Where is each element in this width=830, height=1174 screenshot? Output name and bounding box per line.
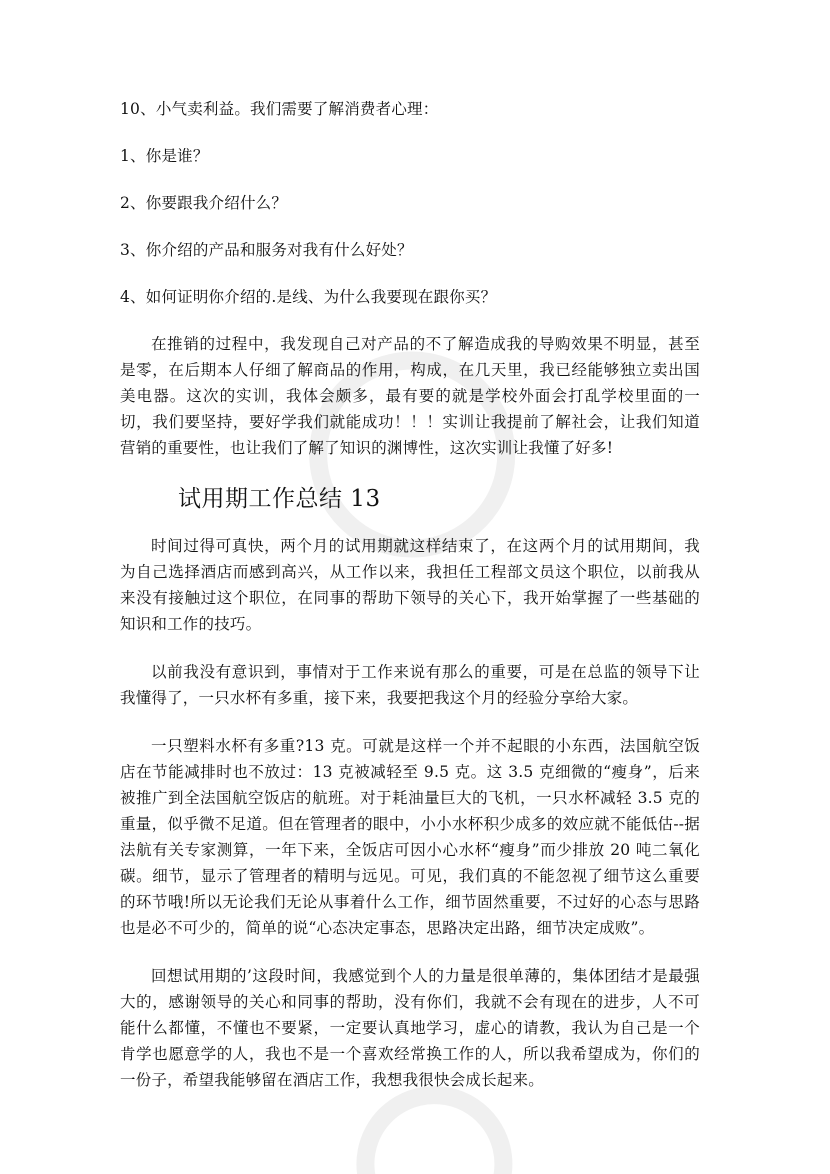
list-intro: 10、小气卖利益。我们需要了解消费者心理： (120, 100, 439, 118)
sales-paragraph: 在推销的过程中，我发现自己对产品的不了解造成我的导购效果不明显，甚至是零，在后期本人仔细了解商品的作用，构成，在几天里，我已经能够独立卖出国美电器。这次的实训，我体会颇多，最有要的就是学校外面会打乱学校里面的一切，我们要坚持，要好学我们就能成功！！！实训让我提前了解社会，让我们知道营销的重要性，也让我们了解了知识的渊博性，这次实训让我懂了好多! (120, 335, 700, 457)
list-item-1: 1、你是谁？ (120, 147, 209, 165)
list-item-4: 4、如何证明你介绍的.是线、为什么我要现在跟你买？ (120, 288, 497, 306)
section-title: 试用期工作总结 13 (178, 486, 381, 512)
list-item-3: 3、你介绍的产品和服务对我有什么好处？ (120, 241, 413, 259)
paragraph-2: 以前我没有意识到，事情对于工作来说有那么的重要，可是在总监的领导下让我懂得了，一只水杯有多重，接下来，我要把我这个月的经验分享给大家。 (120, 663, 700, 707)
paragraph-3: 一只塑料水杯有多重?13 克。可就是这样一个并不起眼的小东西，法国航空饭店在节能减排时也不放过：13 克被减轻至 9.5 克。这 3.5 克细微的“瘦身”，后来被推广到全法国航空饭店的航班。对于耗油量巨大的飞机，一只水杯减轻 3.5 克的重量，似乎微不足道。但在管理者的眼中，小小水杯积少成多的效应就不能低估--据法航有关专家测算，一年下来，全饭店可因小心水杯“瘦身”而少排放 20 吨二氧化碳。细节，显示了管理者的精明与远见。可见，我们真的不能忽视了细节这么重要的环节哦!所以无论我们无论从事着什么工作，细节固然重要，不过好的心态与思路也是必不可少的，简单的说“心态决定事态，思路决定出路，细节决定成败”。 (120, 737, 700, 937)
paragraph-4: 回想试用期的’这段时间，我感觉到个人的力量是很单薄的，集体团结才是最强大的，感谢领导的关心和同事的帮助，没有你们，我就不会有现在的进步，人不可能什么都懂，不懂也不要紧，一定要认真地学习，虚心的请教，我认为自己是一个肯学也愿意学的人，我也不是一个喜欢经常换工作的人，所以我希望成为，你们的一份子，希望我能够留在酒店工作，我想我很快会成长起来。 (120, 967, 700, 1089)
list-item-2: 2、你要跟我介绍什么？ (120, 194, 288, 212)
document-body (120, 96, 700, 1115)
paragraph-1: 时间过得可真快，两个月的试用期就这样结束了，在这两个月的试用期间，我为自己选择酒店而感到高兴，从工作以来，我担任工程部文员这个职位，以前我从来没有接触过这个职位，在同事的帮助下领导的关心下，我开始掌握了一些基础的知识和工作的技巧。 (120, 537, 700, 633)
